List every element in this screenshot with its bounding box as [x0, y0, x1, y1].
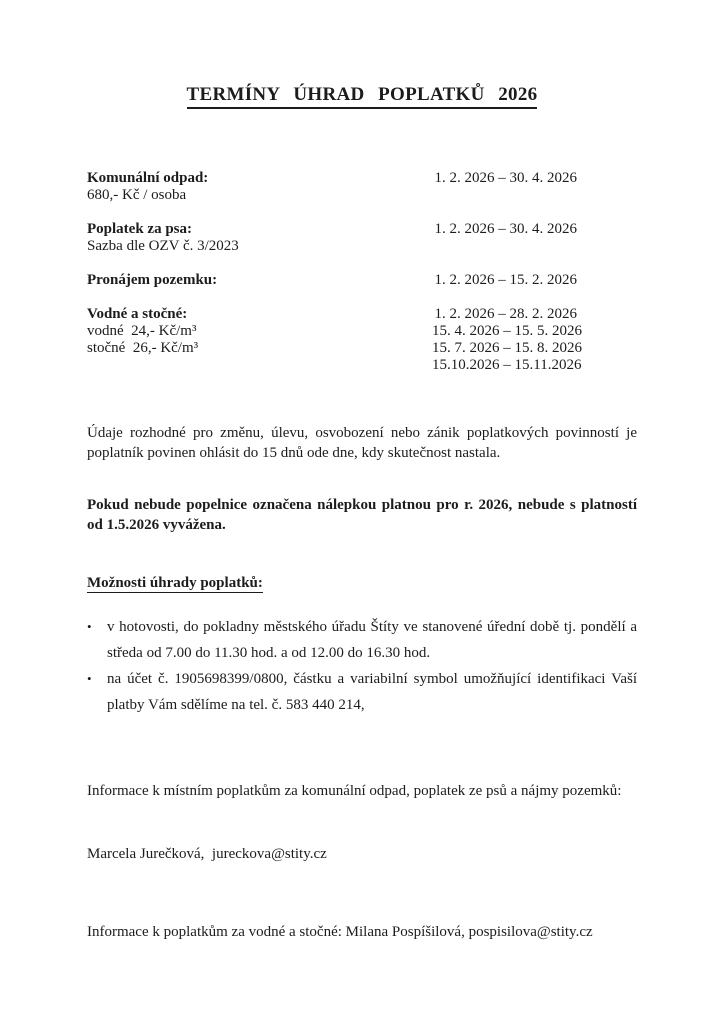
- fee-row-left: [87, 306, 432, 374]
- sticker-warning-paragraph: Pokud nebude popelnice označena nálepkou platnou pro r. 2026, nebude s platností od 1.5.2026 vyvážena.: [87, 497, 637, 533]
- fee-schedule: [87, 170, 637, 374]
- fee-date: 1. 2. 2026 – 30. 4. 2026: [434, 221, 577, 237]
- fee-dates: [432, 272, 577, 289]
- fee-label: Poplatek za psa:: [87, 221, 192, 237]
- fee-row-komunalni-odpad: [87, 170, 637, 204]
- fee-detail: 680,- Kč / osoba: [87, 187, 187, 203]
- bullet-icon: •: [87, 671, 92, 686]
- fee-date: 1. 2. 2026 – 15. 2. 2026: [434, 272, 577, 288]
- payment-option-bank-transfer: [87, 666, 637, 718]
- fee-label: Vodné a stočné:: [87, 306, 188, 322]
- contact-municipal-line1: Informace k místním poplatkům za komunální odpad, poplatek ze psů a nájmy pozemků:: [87, 783, 622, 799]
- bullet-icon: •: [87, 619, 92, 634]
- fee-dates: [432, 170, 577, 204]
- payment-options-heading: [87, 575, 637, 592]
- fee-row-left: [87, 272, 432, 289]
- fee-date: 15.10.2026 – 15.11.2026: [432, 357, 582, 373]
- fee-date: 15. 4. 2026 – 15. 5. 2026: [432, 323, 582, 339]
- fee-dates: [432, 306, 582, 374]
- fee-label: Pronájem pozemku:: [87, 272, 218, 288]
- fee-row-poplatek-za-psa: [87, 221, 637, 255]
- fee-row-vodne-stocne: [87, 306, 637, 374]
- contact-municipal-fees: [87, 739, 637, 907]
- fee-row-left: [87, 221, 432, 255]
- payment-option-text: na účet č. 1905698399/0800, částku a variabilní symbol umožňující identifikaci Vaší platby Vám sdělíme na tel. č. 583 440 214,: [107, 671, 637, 713]
- fee-detail: vodné 24,- Kč/m³: [87, 323, 197, 339]
- fee-detail: Sazba dle OZV č. 3/2023: [87, 238, 239, 254]
- fee-detail: stočné 26,- Kč/m³: [87, 340, 199, 356]
- fee-row-left: [87, 170, 432, 204]
- payment-option-text: v hotovosti, do pokladny městského úřadu Štíty ve stanovené úřední době tj. pondělí a středa od 7.00 do 11.30 hod. a od 12.00 do 16.30 hod.: [107, 619, 637, 661]
- fee-date: 1. 2. 2026 – 28. 2. 2026: [434, 306, 577, 322]
- fee-date: 1. 2. 2026 – 30. 4. 2026: [434, 170, 577, 186]
- fee-dates: [432, 221, 577, 255]
- document-title-text: TERMÍNY ÚHRAD POPLATKŮ 2026: [187, 84, 538, 109]
- payment-options-list: [87, 614, 637, 718]
- fee-label: Komunální odpad:: [87, 170, 209, 186]
- fee-date: 15. 7. 2026 – 15. 8. 2026: [432, 340, 582, 356]
- fee-row-pronajem-pozemku: [87, 272, 637, 289]
- contact-water-fees: Informace k poplatkům za vodné a stočné: Milana Pospíšilová, pospisilova@stity.cz: [87, 924, 593, 940]
- document-title: [87, 84, 637, 106]
- payment-options-heading-text: Možnosti úhrady poplatků:: [87, 575, 263, 591]
- change-notice-paragraph: Údaje rozhodné pro změnu, úlevu, osvobození nebo zánik poplatkových povinností je poplatník povinen ohlásit do 15 dnů ode dne, kdy skutečnost nastala.: [87, 425, 637, 461]
- payment-option-cash: [87, 614, 637, 666]
- contact-municipal-line2: Marcela Jurečková, jureckova@stity.cz: [87, 846, 327, 862]
